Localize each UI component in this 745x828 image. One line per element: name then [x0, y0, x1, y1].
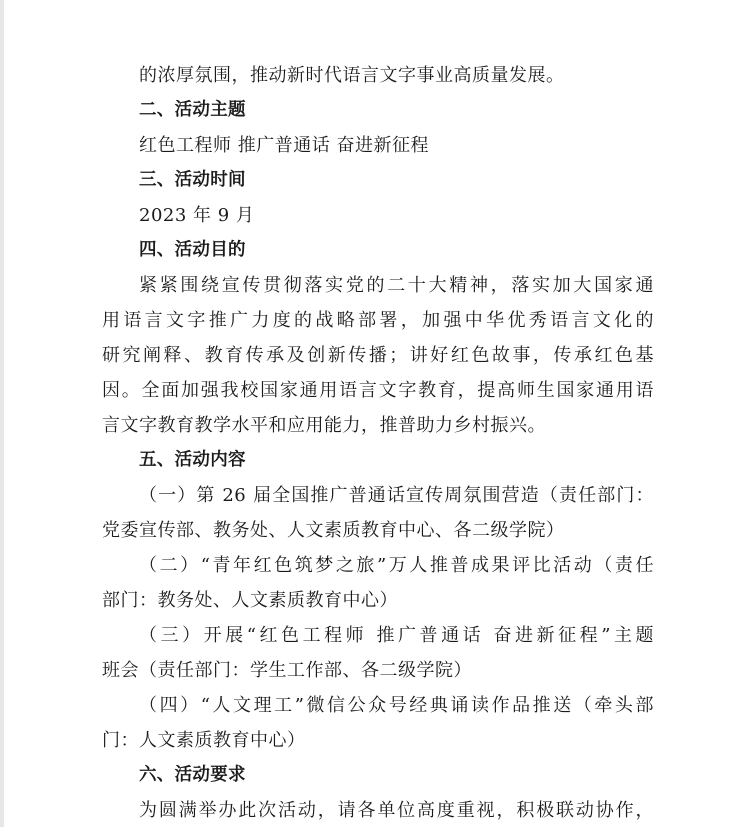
content-item-line: （二）“青年红色筑梦之旅”万人推普成果评比活动（责任	[139, 555, 654, 576]
section-heading-requirements: 六、活动要求	[139, 765, 246, 785]
purpose-line: 因。全面加强我校国家通用语言文字教育，提高师生国家通用语	[102, 380, 654, 401]
time-text: 2023 年 9 月	[139, 205, 255, 226]
content-item-line: （四）“人文理工”微信公众号经典诵读作品推送（牵头部	[139, 695, 654, 716]
theme-text: 红色工程师 推广普通话 奋进新征程	[139, 135, 429, 156]
purpose-line: 紧紧围绕宣传贯彻落实党的二十大精神，落实加大国家通	[139, 275, 654, 296]
purpose-line: 言文字教育教学水平和应用能力，推普助力乡村振兴。	[102, 415, 546, 436]
purpose-line: 研究阐释、教育传承及创新传播；讲好红色故事，传承红色基	[102, 345, 654, 366]
content-item-line: 党委宣传部、教务处、人文素质教育中心、各二级学院）	[102, 520, 565, 541]
content-item-line: （一）第 26 届全国推广普通话宣传周氛围营造（责任部门：	[139, 485, 654, 506]
page-left-edge	[0, 0, 4, 827]
section-heading-purpose: 四、活动目的	[139, 240, 246, 260]
section-heading-theme: 二、活动主题	[139, 100, 246, 120]
section-heading-content: 五、活动内容	[139, 450, 246, 470]
content-item-line: 门：人文素质教育中心）	[102, 730, 306, 751]
section-heading-time: 三、活动时间	[139, 170, 246, 190]
document-body	[102, 58, 654, 828]
paragraph-line: 的浓厚氛围，推动新时代语言文字事业高质量发展。	[139, 65, 565, 86]
content-item-line: 班会（责任部门：学生工作部、各二级学院）	[102, 660, 472, 681]
content-item-line: 部门：教务处、人文素质教育中心）	[102, 590, 398, 611]
requirements-line: 为圆满举办此次活动，请各单位高度重视，积极联动协作，	[139, 800, 654, 821]
content-item-line: （三）开展“红色工程师 推广普通话 奋进新征程”主题	[139, 625, 654, 646]
purpose-line: 用语言文字推广力度的战略部署，加强中华优秀语言文化的	[102, 310, 654, 331]
